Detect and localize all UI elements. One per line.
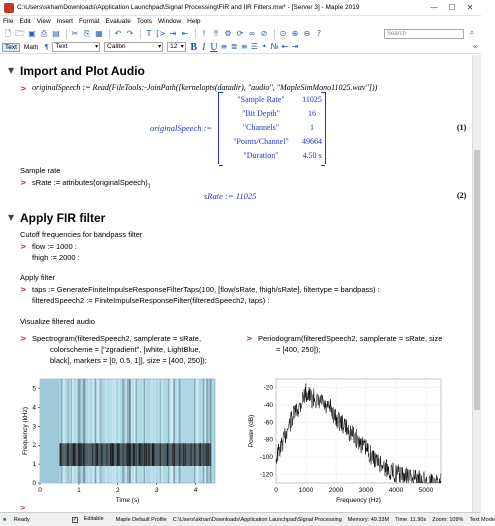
align-right-icon[interactable]: ≡	[240, 42, 248, 51]
x-axis-label: Time (s)	[115, 497, 140, 504]
x-tick-label: 0	[274, 487, 278, 494]
spectrogram-dark-streak	[60, 443, 61, 466]
minimize-button[interactable]: —	[430, 3, 438, 12]
spectrogram-streak	[162, 379, 163, 483]
section-title-import[interactable]: Import and Plot Audio	[20, 64, 145, 78]
y-tick-label: -80	[263, 436, 273, 444]
spectrogram-streak	[127, 379, 129, 483]
menu-edit[interactable]: Edit	[19, 18, 31, 25]
print-preview-icon[interactable]: ▤	[52, 29, 60, 38]
search-icon[interactable]: ⌕	[469, 28, 475, 37]
spectrogram-dark-streak	[83, 443, 84, 466]
spectrogram-streak	[97, 379, 99, 483]
spectrogram-streak	[67, 379, 68, 483]
y-tick-label: -20	[263, 384, 273, 392]
y-tick-label: 0	[32, 480, 36, 487]
x-tick-label: 2	[115, 487, 120, 494]
window-title: C:\Users\skhan\Downloads\Application Launchpad\Signal Processing\FIR and IIR Filters.mw* - [Server 3] - Maple 2019	[17, 4, 360, 11]
underline-button[interactable]: U	[210, 41, 218, 53]
x-tick-label: 2000	[328, 487, 344, 494]
section-collapse-icon[interactable]: ▼	[8, 213, 15, 222]
spectrogram-streak	[106, 379, 108, 483]
spectrogram-dark-streak	[160, 443, 161, 466]
text-insert-icon[interactable]: T	[146, 29, 152, 38]
link-icon[interactable]: ∞	[248, 29, 256, 38]
numbered-list-icon[interactable]: №	[270, 42, 279, 51]
spectrogram-streak	[172, 379, 174, 483]
execute-all-icon[interactable]: ‼	[214, 29, 218, 38]
x-tick-label: 5000	[418, 487, 434, 494]
spectrogram-dark-streak	[174, 443, 175, 466]
spectrogram-passband	[59, 443, 211, 466]
toolbar-separator	[274, 29, 275, 39]
y-axis-label: Power (dB)	[248, 414, 255, 448]
debug-icon[interactable]: ⚙	[224, 29, 232, 38]
input-periodogram-line2[interactable]: = [400, 250]);	[276, 345, 321, 354]
y-axis-label: Frequency (kHz)	[22, 406, 29, 456]
copy-icon[interactable]: ⎘	[83, 29, 91, 38]
maximize-button[interactable]: ☐	[448, 3, 456, 12]
toolbar-separator	[109, 29, 110, 39]
input-periodogram-line1[interactable]: Periodogram(filteredSpeech2, samplerate = sRate, size	[258, 334, 443, 343]
spectrogram-chart	[20, 375, 220, 503]
spectrogram-dark-streak	[67, 443, 68, 466]
output-matrix: "Sample Rate" 11025 "Bit Depth" 16 "Channels" 1 "Points/Channel" 49664 "Duration" 4.50 s	[218, 92, 326, 164]
prompt-icon: >	[20, 504, 26, 512]
prompt-icon: >	[20, 84, 27, 93]
font-size-dropdown[interactable]: 12 ▾	[167, 42, 186, 52]
spectrogram-dark-streak	[112, 443, 113, 466]
spectrogram-dark-streak	[139, 443, 140, 466]
status-ready: ■ Ready	[3, 516, 30, 523]
status-zoom: Zoom: 109%	[432, 516, 464, 523]
spectrogram-dark-streak	[126, 443, 127, 466]
menu-window[interactable]: Window	[158, 18, 182, 25]
decrease-indent-icon[interactable]: ⇤	[281, 42, 289, 51]
y-tick-label: -120	[259, 471, 273, 479]
input-fhigh[interactable]: fhigh := 2000 :	[32, 253, 80, 262]
text-visualize[interactable]: Visualize filtered audio	[20, 317, 95, 326]
spectrogram-streak	[84, 379, 86, 483]
y-tick-label: 1	[32, 461, 36, 469]
spectrogram-dark-streak	[148, 443, 149, 466]
output-srate: sRate := 11025	[204, 191, 257, 201]
periodogram-plot[interactable]	[246, 375, 446, 503]
align-center-icon[interactable]: ≣	[230, 42, 238, 51]
scrollbar-thumb[interactable]	[474, 150, 480, 410]
spectrogram-dark-streak	[92, 443, 93, 466]
x-tick-label: 3000	[358, 487, 374, 494]
worksheet[interactable]	[0, 55, 472, 512]
justify-icon[interactable]: ☰	[250, 42, 258, 51]
input-spectrogram-line1[interactable]: Spectrogram(filteredSpeech2, samplerate = sRate,	[32, 334, 202, 343]
zoom-icon[interactable]: ⊙	[279, 29, 287, 38]
equation-label: (2)	[457, 191, 467, 200]
bold-button[interactable]: B	[190, 41, 198, 53]
spectrogram-dark-streak	[78, 443, 79, 466]
prompt-icon: >	[20, 334, 27, 343]
bullet-list-icon[interactable]: •	[262, 42, 267, 51]
menu-file[interactable]: File	[3, 18, 14, 25]
spectrogram-dark-streak	[75, 443, 76, 466]
spectrogram-streak	[134, 379, 136, 483]
spectrogram-dark-streak	[81, 443, 82, 466]
increase-indent-icon[interactable]: ⇥	[291, 42, 299, 51]
x-tick-label: 4000	[388, 487, 404, 494]
status-memory: Memory: 49.33M	[347, 516, 390, 523]
y-tick-label: 3	[32, 423, 36, 431]
maple-app-icon	[4, 3, 14, 13]
spectrogram-streak	[206, 379, 208, 483]
spectrogram-streak	[210, 379, 211, 483]
spectrogram-streak	[76, 379, 77, 483]
math-mode-button[interactable]: Math	[23, 43, 39, 51]
style-dropdown[interactable]: Text ▾	[52, 42, 100, 52]
spectrogram-streak	[114, 379, 116, 483]
text-apply-filter[interactable]: Apply filter	[20, 273, 56, 282]
save-icon[interactable]: ▣	[28, 29, 36, 38]
section-collapse-icon[interactable]: ▼	[8, 66, 15, 75]
x-tick-label: 3	[154, 487, 159, 494]
print-icon[interactable]: ⎙	[40, 29, 48, 38]
prompt-icon: >	[246, 334, 253, 343]
spectrogram-streak	[179, 379, 181, 483]
spectrogram-dark-streak	[110, 443, 111, 466]
text-mode-button[interactable]: Text	[2, 43, 20, 52]
stop-icon[interactable]: ⊘	[260, 29, 268, 38]
spectrogram-quiet-region	[40, 379, 59, 483]
italic-button[interactable]: I	[202, 41, 206, 53]
spectrogram-streak	[110, 379, 111, 483]
spectrogram-streak	[93, 379, 94, 483]
zoom-in-icon[interactable]: ⊕	[291, 29, 299, 38]
text-cutoff[interactable]: Cutoff frequencies for bandpass filter	[20, 230, 143, 239]
prompt-icon: >	[20, 178, 27, 187]
paste-icon[interactable]: ▦	[95, 29, 103, 38]
undo-icon[interactable]: ↶	[114, 29, 122, 38]
section-title-fir[interactable]: Apply FIR filter	[20, 211, 106, 225]
spectrogram-dark-streak	[179, 443, 180, 466]
spectrogram-dark-streak	[96, 443, 97, 466]
indent-icon[interactable]: ⇥	[169, 29, 177, 38]
y-tick-label: -40	[263, 402, 273, 409]
search-input[interactable]: Search	[384, 29, 464, 39]
spectrogram-streak	[185, 379, 186, 483]
spectrogram-dark-streak	[101, 443, 102, 466]
editable-toggle[interactable]: ✓ Editable	[72, 516, 104, 523]
toolbar-separator	[140, 29, 141, 39]
y-tick-label: 5	[32, 385, 36, 393]
spectrogram-dark-streak	[144, 443, 145, 466]
input-flow[interactable]: flow := 1000 :	[32, 242, 77, 251]
open-folder-icon[interactable]: 🗁	[15, 29, 25, 38]
menu-help[interactable]: Help	[187, 18, 201, 25]
zoom-out-icon[interactable]: ⊖	[303, 29, 311, 38]
spectrogram-dark-streak	[190, 443, 191, 466]
spectrogram-dark-streak	[183, 443, 184, 466]
status-profile: Maple Default Profile	[115, 516, 167, 523]
spectrogram-streak	[129, 379, 131, 483]
spectrogram-streak	[177, 379, 178, 483]
menu-insert[interactable]: Insert	[56, 18, 73, 25]
toolbar-separator	[66, 29, 67, 39]
spectrogram-dark-streak	[117, 443, 118, 466]
text-sample-rate[interactable]: Sample rate	[20, 166, 61, 175]
toolbar-separator	[195, 29, 196, 39]
spectrogram-streak	[64, 379, 65, 483]
new-document-icon[interactable]: 🗋	[4, 29, 12, 38]
y-tick-label: -60	[263, 419, 273, 427]
spectrogram-plot[interactable]	[20, 375, 220, 503]
spectrogram-dark-streak	[106, 443, 107, 466]
title-bar	[0, 0, 481, 16]
spectrogram-dark-streak	[153, 443, 154, 466]
font-dropdown[interactable]: Calibri ▾	[104, 42, 163, 52]
spectrogram-streak	[79, 379, 81, 483]
x-tick-label: 4	[193, 487, 198, 494]
spectrogram-streak	[95, 379, 96, 483]
spectrogram-dark-streak	[208, 443, 209, 466]
ready-icon: ■	[3, 516, 7, 523]
spectrogram-dark-streak	[128, 443, 129, 466]
status-path: C:\Users\skhan\Downloads\Application Launchpad\Signal Processing	[172, 516, 342, 523]
spectrogram-streak	[194, 379, 195, 483]
spectrogram-streak	[112, 379, 114, 483]
spectrogram-streak	[169, 379, 171, 483]
checkbox-icon[interactable]: ✓	[72, 517, 77, 523]
input-filtered[interactable]: filteredSpeech2 := FiniteImpulseResponseFilter(filteredSpeech2, taps) :	[32, 296, 270, 305]
x-tick-label: 1	[77, 487, 81, 494]
input-taps[interactable]: taps := GenerateFiniteImpulseResponseFilterTaps(100, [flow/sRate, fhigh/sRate], filtertype = bandpass) :	[32, 285, 380, 294]
spectrogram-dark-streak	[185, 443, 186, 466]
spectrogram-dark-streak	[167, 443, 168, 466]
align-left-icon[interactable]: ≡	[220, 42, 228, 51]
x-tick-label: 0	[38, 487, 42, 494]
spectrogram-streak	[139, 379, 140, 483]
periodogram-chart	[246, 375, 446, 503]
status-time: Time: 11.90s	[395, 516, 427, 523]
spectrogram-dark-streak	[200, 443, 201, 466]
prompt-icon: >	[20, 242, 27, 251]
execute-icon[interactable]: !	[202, 29, 206, 38]
menu-format[interactable]: Format	[78, 18, 100, 25]
input-read-audio[interactable]: originalSpeech := Read(FileTools:-JoinPath([kernelopts(datadir), "audio", "MapleSimMono11025.wav"]))	[32, 83, 378, 92]
spectrogram-streak	[154, 379, 155, 483]
spectrogram-streak	[205, 379, 206, 483]
spectrogram-streak	[73, 379, 74, 483]
spectrogram-streak	[101, 379, 102, 483]
vertical-scrollbar[interactable]	[472, 55, 481, 512]
y-tick-label: -100	[259, 454, 273, 461]
spectrogram-streak	[61, 379, 62, 483]
spectrogram-streak	[158, 379, 159, 483]
spectrogram-streak	[118, 379, 120, 483]
spectrogram-streak	[173, 379, 175, 483]
spectrogram-streak	[196, 379, 197, 483]
spectrogram-dark-streak	[141, 443, 142, 466]
spectrogram-streak	[123, 379, 125, 483]
palette-icon[interactable]: «	[472, 42, 478, 51]
spectrogram-dark-streak	[172, 443, 173, 466]
spectrogram-dark-streak	[133, 443, 134, 466]
restart-icon[interactable]: ⟳	[236, 29, 244, 38]
spectrogram-dark-streak	[205, 443, 206, 466]
redo-icon[interactable]: ↷	[126, 29, 134, 38]
input-spectrogram-line3[interactable]: black], markers = [0, 0.5, 1]], size = [400, 250]);	[50, 356, 207, 365]
format-toolbar	[0, 41, 481, 54]
help-icon[interactable]: ?	[316, 29, 322, 38]
input-spectrogram-line2[interactable]: colorscheme = ["zgradient", [white, LightBlue,	[50, 345, 201, 354]
spectrogram-streak	[88, 379, 90, 483]
menu-view[interactable]: View	[36, 18, 51, 25]
spectrogram-streak	[160, 379, 161, 483]
spectrogram-streak	[144, 379, 145, 483]
status-mode: Text Mode	[469, 516, 495, 523]
periodogram-frame	[276, 379, 441, 483]
spectrogram-streak	[203, 379, 204, 483]
spectrogram-dark-streak	[146, 443, 147, 466]
spectrogram-dark-streak	[73, 443, 74, 466]
input-srate[interactable]: sRate := $attributes(originalSpeech)_1$	[32, 178, 151, 190]
spectrogram-dark-streak	[79, 443, 80, 466]
output-label-originalSpeech: originalSpeech :=	[150, 123, 213, 133]
cut-icon[interactable]: ✂	[71, 29, 79, 38]
outdent-icon[interactable]: ⇤	[181, 29, 189, 38]
prompt-icon: >	[20, 285, 27, 294]
y-tick-label: 4	[32, 404, 36, 412]
menu-tools[interactable]: Tools	[136, 18, 153, 25]
spectrogram-streak	[168, 379, 169, 483]
menu-evaluate[interactable]: Evaluate	[105, 18, 131, 25]
status-bar	[0, 512, 495, 526]
prompt-insert-icon[interactable]: [>	[156, 29, 166, 38]
spectrogram-streak	[142, 379, 143, 483]
x-axis-label: Frequency (Hz)	[336, 497, 381, 504]
close-button[interactable]: ✕	[466, 3, 474, 12]
spectrogram-streak	[151, 379, 153, 483]
y-tick-label: 2	[32, 442, 36, 450]
equation-label: (1)	[457, 123, 467, 132]
spectrogram-dark-streak	[194, 443, 195, 466]
spectrogram-dark-streak	[129, 443, 130, 466]
style-icon: ¶	[44, 43, 49, 51]
menu-bar	[0, 16, 481, 27]
x-tick-label: 1000	[298, 487, 314, 494]
